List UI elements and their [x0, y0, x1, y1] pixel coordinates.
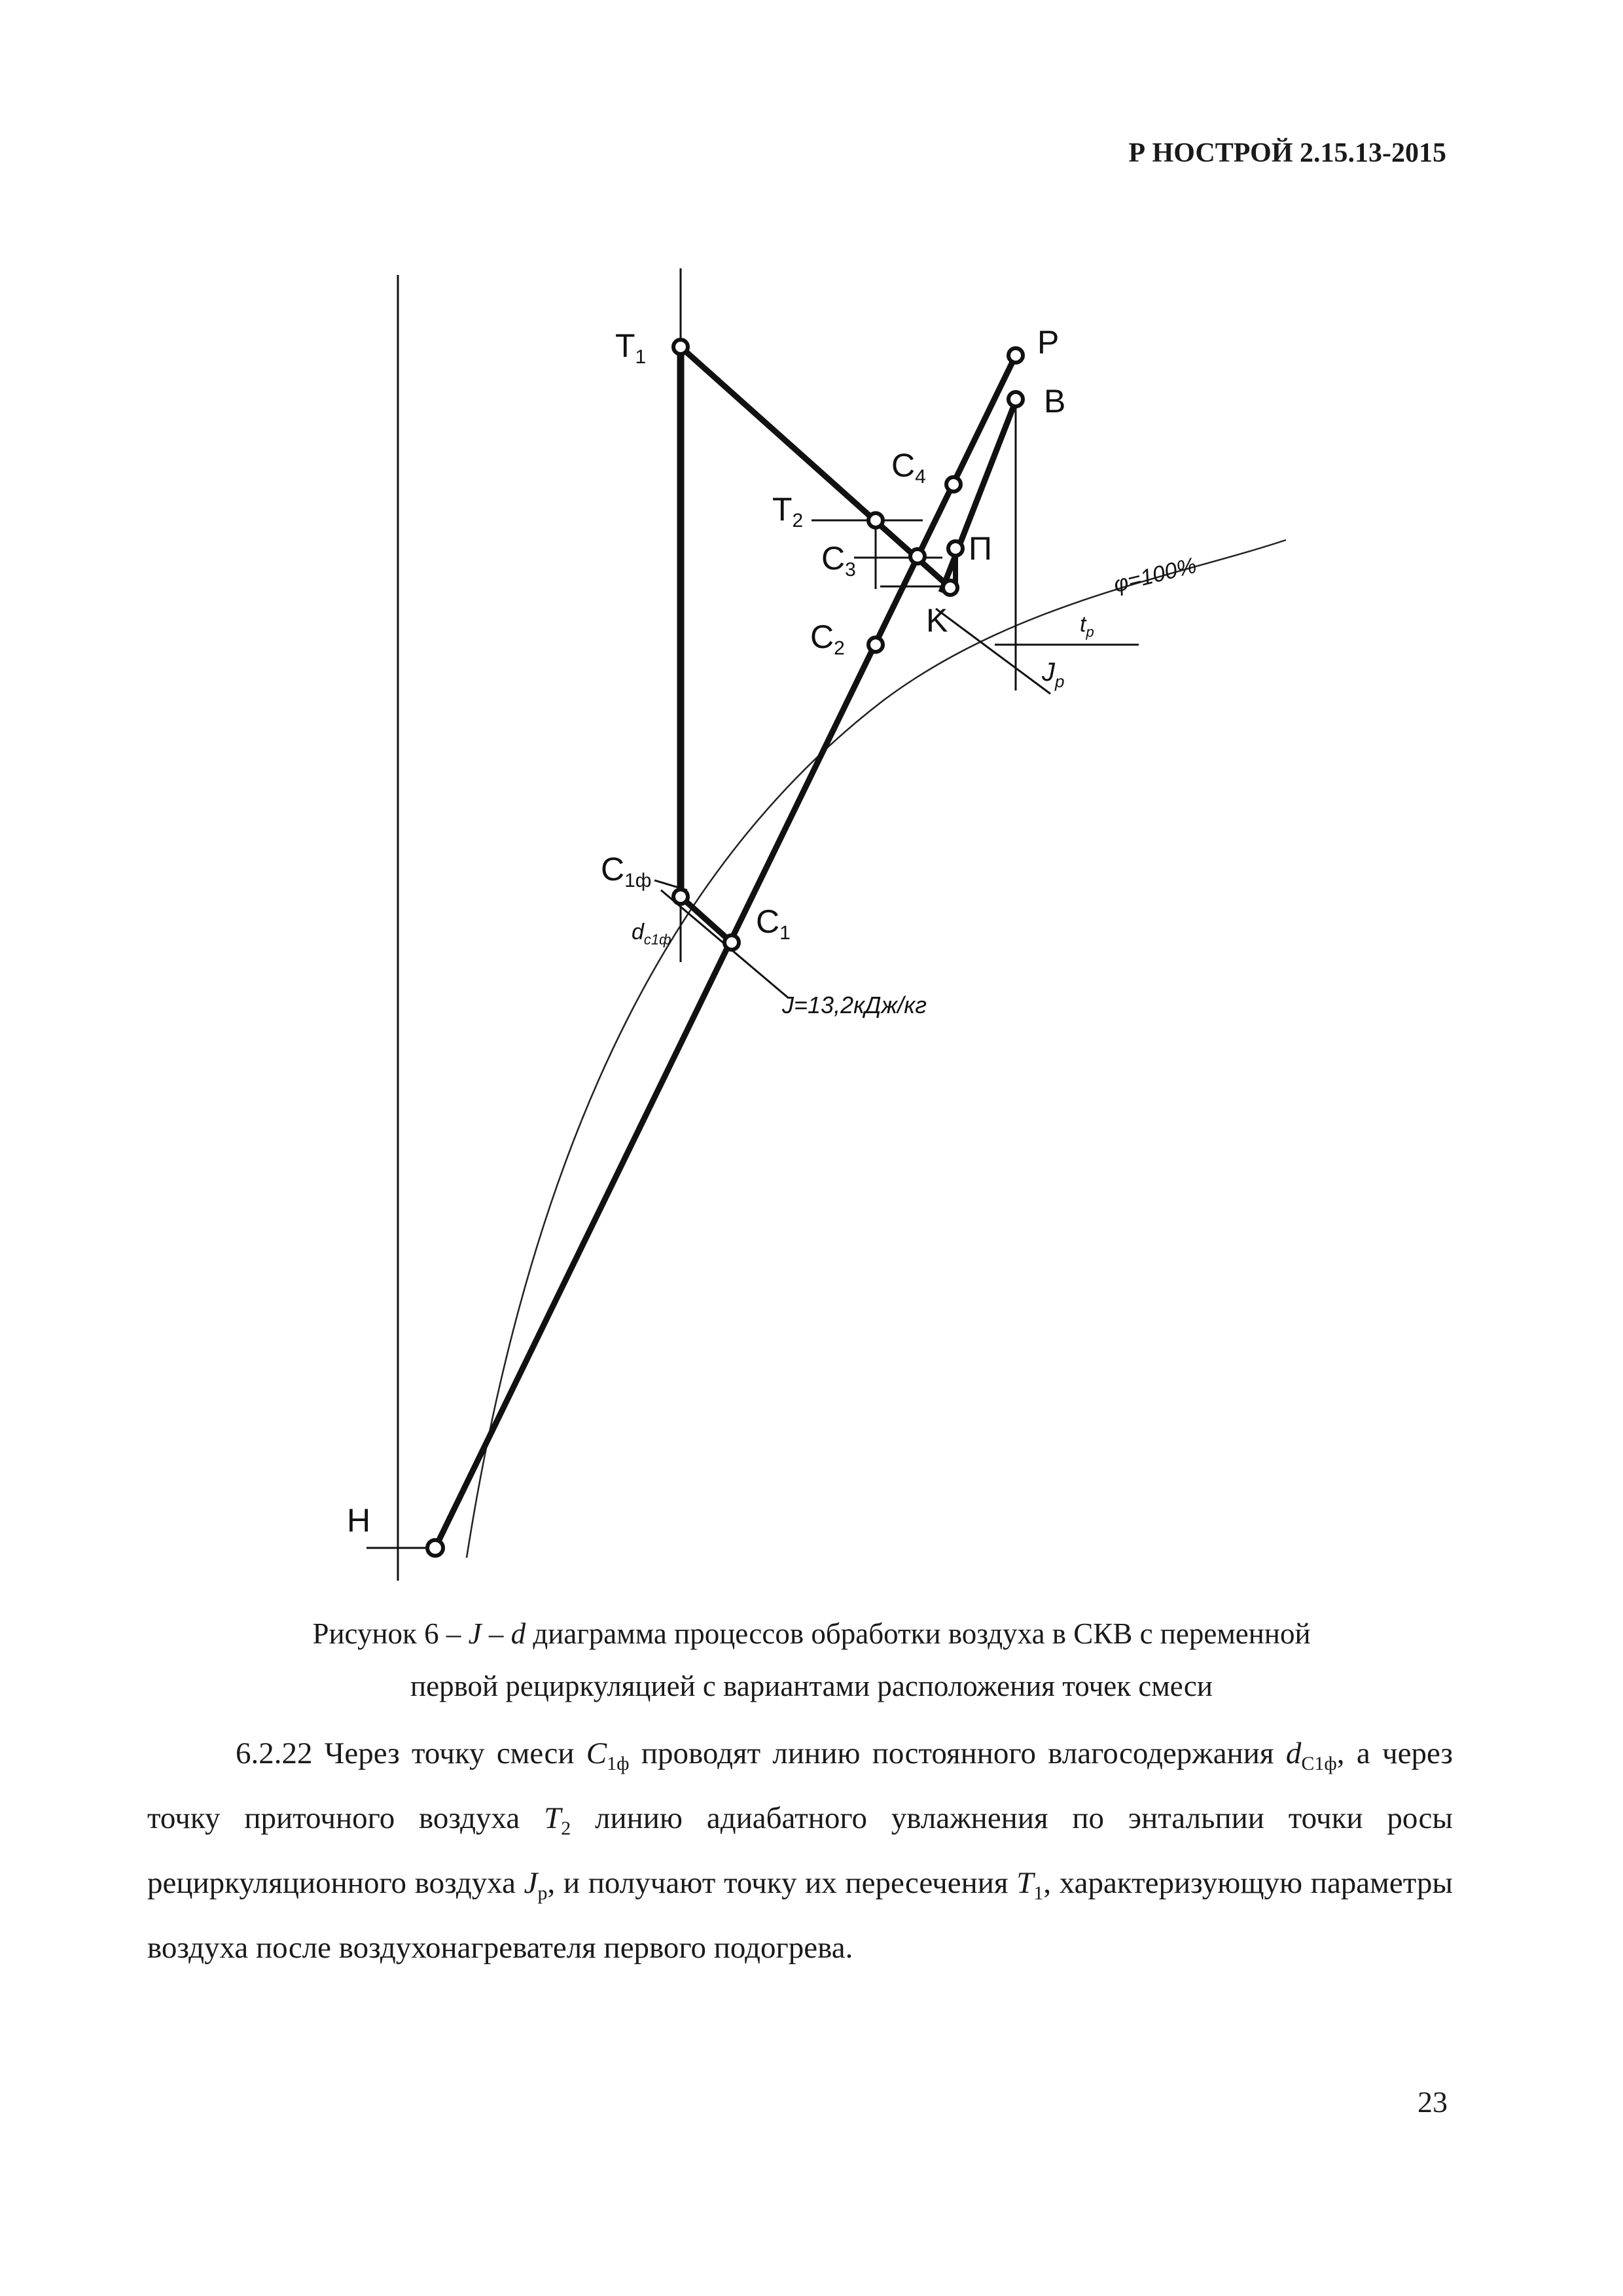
- label-b: B: [1044, 383, 1066, 420]
- label-c4: $C_4$: [891, 447, 926, 488]
- label-k: K: [926, 602, 948, 639]
- label-c2: $C_2$: [810, 619, 845, 659]
- para-text: , характеризующую параметры воздуха после воздухонагревателя первого подогрева.: [147, 1866, 1453, 1965]
- para-sub: 2: [561, 1818, 571, 1839]
- page-number: 23: [1418, 2085, 1448, 2119]
- figure-caption-line-1: [131, 1610, 1492, 1657]
- para-var: T: [1016, 1866, 1034, 1900]
- label-t1: $T_1$: [615, 327, 647, 368]
- para-sub: 1: [1033, 1882, 1044, 1904]
- point-h: [427, 1540, 443, 1556]
- caption-dash: –: [481, 1617, 511, 1650]
- point-t2: [868, 513, 883, 528]
- point-c3: [910, 549, 925, 564]
- label-c3: $C_3$: [821, 540, 856, 581]
- point-pi: [948, 541, 963, 556]
- label-t2: $T_2$: [772, 491, 804, 531]
- label-p: P: [1037, 324, 1060, 361]
- para-sub: р: [537, 1882, 548, 1904]
- para-text: проводят линию постоянного влагосодержания: [629, 1736, 1286, 1770]
- saturation-curve: [467, 540, 1286, 1558]
- jp-label: $J_р$: [1042, 658, 1065, 691]
- label-h: H: [347, 1502, 371, 1539]
- para-var: d: [1285, 1736, 1302, 1770]
- line-c1f-c1: [681, 897, 732, 942]
- para-sub: C1ф: [1301, 1753, 1337, 1774]
- caption-rest: диаграмма процессов обработки воздуха в СКВ с переменной: [526, 1617, 1311, 1650]
- document-code-header: Р НОСТРОЙ 2.15.13-2015: [1128, 138, 1446, 168]
- para-var: J: [524, 1866, 538, 1900]
- point-c1: [724, 935, 739, 950]
- para-var: C: [586, 1736, 607, 1770]
- phi-100-label: φ=100%: [1111, 552, 1200, 598]
- point-b: [1008, 392, 1023, 406]
- para-text: , а через точку приточного воздуха: [147, 1736, 1453, 1835]
- mixing-line-hp: [435, 355, 1016, 1548]
- jp-enthalpy-line: [936, 609, 1050, 694]
- point-k: [943, 581, 957, 595]
- tp-label: $t_р$: [1080, 612, 1094, 640]
- point-t1: [673, 340, 688, 354]
- label-pi: П: [969, 530, 992, 567]
- para-text: линию адиабатного увлажнения по энтальпии точки росы рециркуляционного воздуха: [147, 1801, 1453, 1900]
- para-text: , и получают точку их пересечения: [547, 1866, 1017, 1900]
- para-text: 6.2.22 Через точку смеси: [236, 1736, 586, 1770]
- label-c1f: $C_{1ф}$: [601, 851, 652, 891]
- point-c2: [868, 637, 883, 652]
- caption-prefix: Рисунок 6 –: [312, 1617, 469, 1650]
- point-c1f: [673, 889, 688, 904]
- body-paragraph: [147, 1721, 1453, 1981]
- label-c1: $C_1$: [756, 903, 791, 944]
- caption-d: d: [510, 1617, 526, 1650]
- dc1f-label: $d_{c1ф}$: [632, 920, 671, 948]
- para-var: T: [544, 1801, 562, 1835]
- enthalpy-label: J=13,2кДж/кг: [782, 992, 927, 1018]
- caption-j: J: [468, 1617, 482, 1650]
- point-p: [1008, 348, 1023, 363]
- para-sub: 1ф: [607, 1753, 630, 1774]
- point-c4: [946, 477, 961, 492]
- figure-caption-line-2: первой рециркуляцией с вариантами расположения точек смеси: [410, 1670, 1213, 1702]
